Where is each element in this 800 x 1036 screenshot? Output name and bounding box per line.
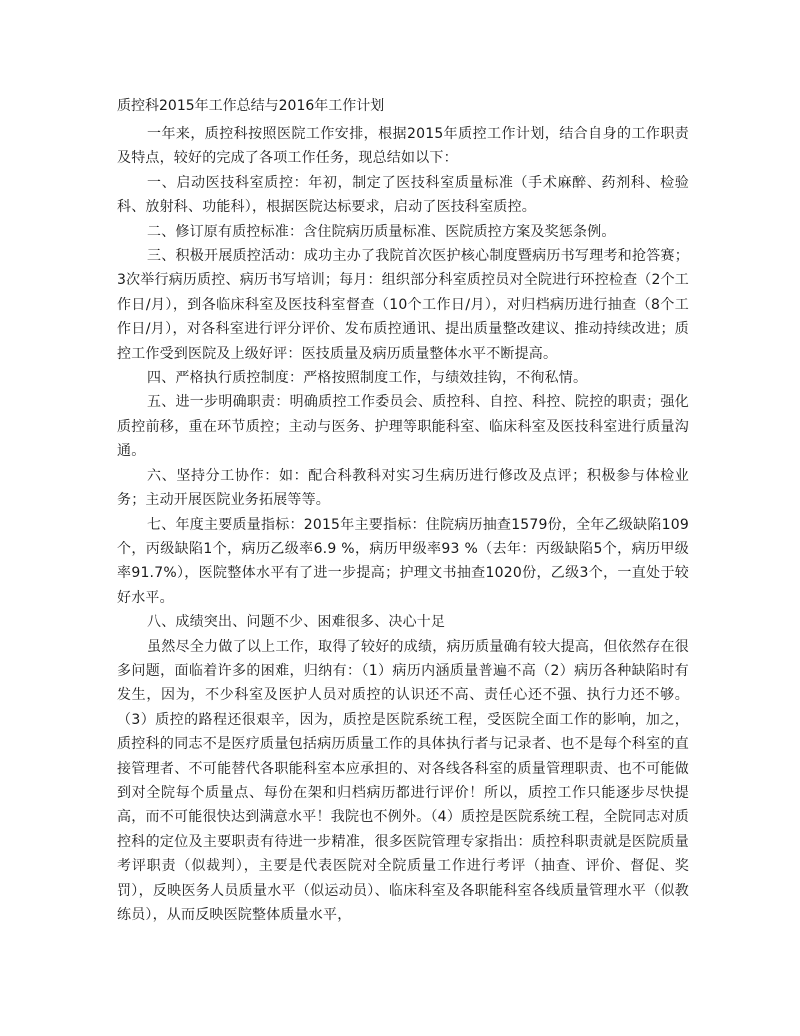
paragraph-section-2: 二、修订原有质控标准：含住院病历质量标准、医院质控方案及奖惩条例。 bbox=[147, 223, 616, 240]
paragraph-section-5: 五、进一步明确职责：明确质控工作委员会、质控科、自控、科控、院控的职责；强化质控前移，重在环节质控；主动与医务、护理等职能科室、临床科室及医技科室进行质量沟通。 bbox=[117, 394, 689, 460]
paragraph-section-1: 一、启动医技科室质控：年初，制定了医技科室质量标准（手术麻醉、药剂科、检验科、放射科、功能科），根据医院达标要求，启动了医技科室质控。 bbox=[117, 174, 689, 216]
document-body bbox=[117, 94, 689, 927]
paragraph-section-8-heading: 八、成绩突出、问题不少、困难很多、决心十足 bbox=[147, 614, 446, 631]
paragraph-section-6: 六、坚持分工协作：如：配合科教科对实习生病历进行修改及点评；积极参与体检业务；主动开展医院业务拓展等等。 bbox=[117, 467, 689, 509]
paragraph-section-4: 四、严格执行质控制度：严格按照制度工作，与绩效挂钩，不徇私情。 bbox=[147, 370, 588, 387]
paragraph-intro: 一年来，质控科按照医院工作安排，根据2015年质控工作计划，结合自身的工作职责及特点，较好的完成了各项工作任务，现总结如以下： bbox=[117, 126, 689, 167]
paragraph-section-8-body: 虽然尽全力做了以上工作，取得了较好的成绩，病历质量确有较大提高，但依然存在很多问题，面临着许多的困难，归纳有：（1）病历内涵质量普遍不高（2）病历各种缺陷时有发生，因为，不少科室及医护人员对质控的认识还不高、责任心还不强、执行力还不够。（3）质控的路程还很艰辛，因为，质控是医院系统工程，受医院全面工作的影响，加之，质控科的同志不是医疗质量包括病历质量工作的具体执行者与记录者、也不是每个科室的直接管理者、不可能替代各职能科室本应承担的、对各线各科室的质量管理职责、也不可能做到对全院每个质量点、每份在架和归档病历都进行评价！所以，质控工作只能逐步尽快提高，而不可能很快达到满意水平！我院也不例外。（4）质控是医院系统工程，全院同志对质控科的定位及主要职责有待进一步精准，很多医院管理专家指出：质控科职责就是医院质量考评职责（似裁判），主要是代表医院对全院质量工作进行考评（抽查、评价、督促、奖罚），反映医务人员质量水平（似运动员）、临床科室及各职能科室各线质量管理水平（似教练员），从而反映医院整体质量水平， bbox=[117, 638, 689, 923]
document-title: 质控科2015年工作总结与2016年工作计划 bbox=[117, 98, 385, 114]
paragraph-section-7: 七、年度主要质量指标：2015年主要指标：住院病历抽查1579份，全年乙级缺陷109个，丙级缺陷1个，病历乙级率6.9 %，病历甲级率93 %（去年：丙级缺陷5个，病历甲级率91.7%），医院整体水平有了进一步提高；护理文书抽查1020份，乙级3个，一直处于较好水平。 bbox=[117, 516, 689, 606]
paragraph-section-3: 三、积极开展质控活动：成功主办了我院首次医护核心制度暨病历书写理考和抢答赛；3次举行病历质控、病历书写培训；每月：组织部分科室质控员对全院进行环控检查（2个工作日/月），到各临床科室及医技科室督查（10个工作日/月），对归档病历进行抽查（8个工作日/月），对各科室进行评分评价、发布质控通讯、提出质量整改建议、推动持续改进；质控工作受到医院及上级好评：医技质量及病历质量整体水平不断提高。 bbox=[117, 248, 690, 362]
